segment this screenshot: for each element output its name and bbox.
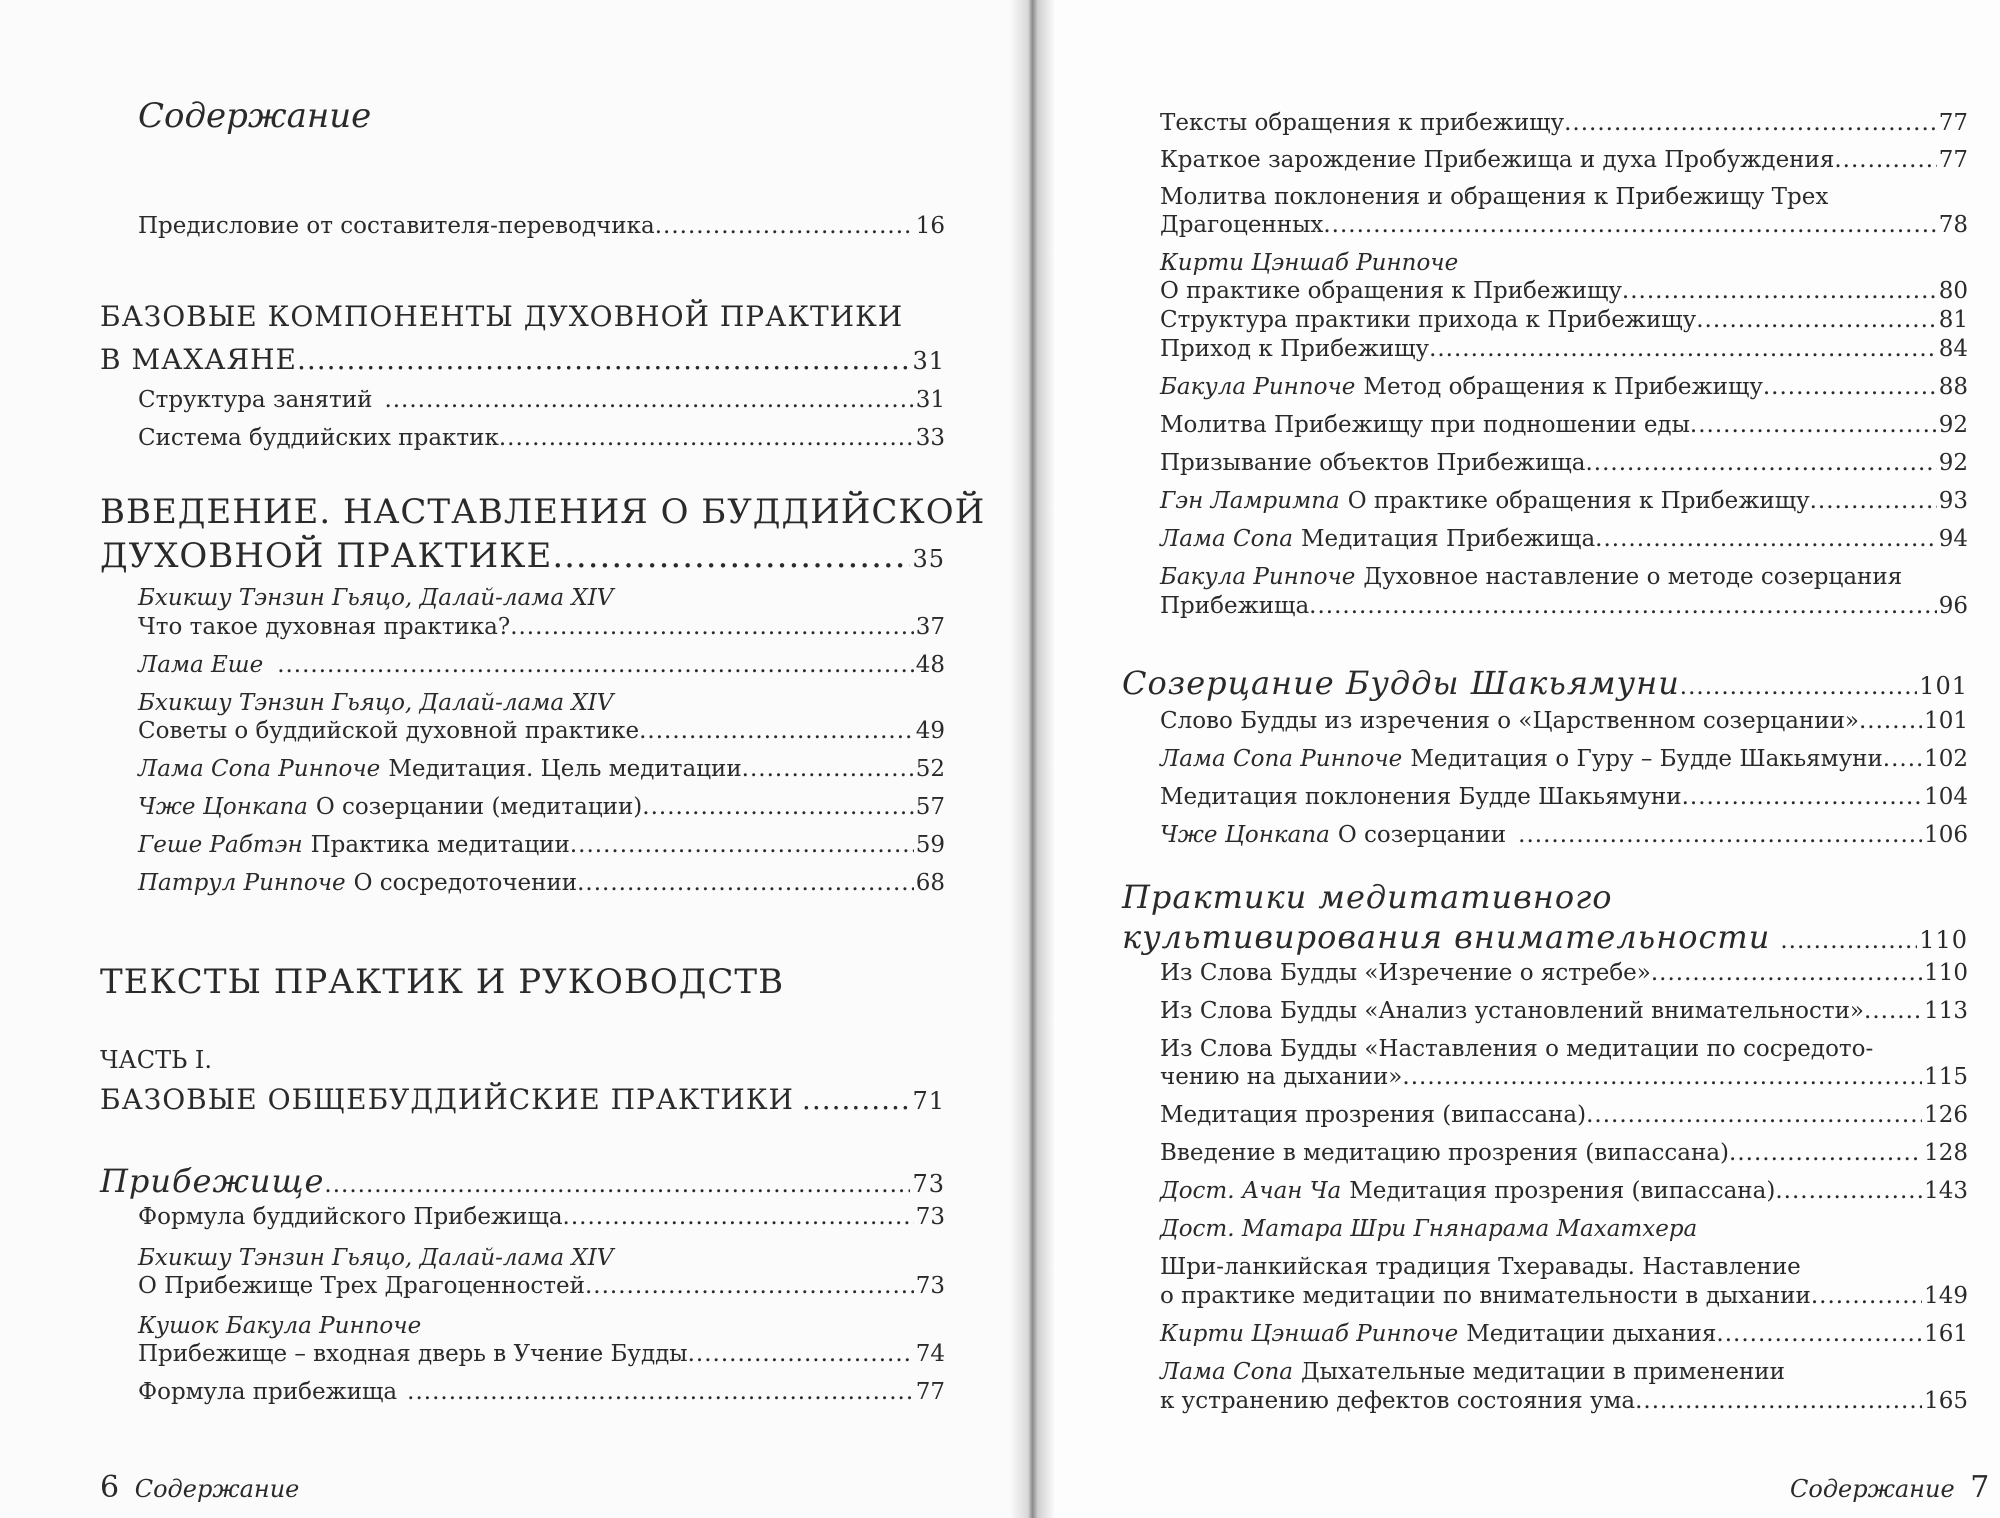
toc-entry-hawk[interactable] — [1160, 958, 1968, 988]
toc-entry-three-jewels[interactable] — [138, 1271, 945, 1301]
page-number: 31 — [915, 387, 945, 413]
page-number: 78 — [1938, 212, 1968, 238]
prayer-line1: Молитва поклонения и обращения к Прибежищу Трех — [1160, 184, 1829, 210]
toc-entry-what-is[interactable] — [138, 612, 945, 642]
toc-entry-analysis[interactable] — [1160, 996, 1968, 1026]
toc-entry-system[interactable] — [138, 423, 945, 453]
page-number: 101 — [1919, 672, 1968, 700]
leader-dots — [499, 423, 914, 453]
toc-entry-rabten[interactable] — [138, 830, 945, 860]
leader-dots — [1635, 1386, 1922, 1416]
entry-text: БАЗОВЫЕ ОБЩЕБУДДИЙСКИЕ ПРАКТИКИ — [100, 1083, 794, 1116]
page-number: 92 — [1938, 412, 1968, 438]
author-dalai-lama: Бхикшу Тэнзин Гьяцо, Далай-лама XIV — [138, 1245, 614, 1271]
leader-dots — [1682, 782, 1923, 812]
page-number: 52 — [915, 756, 945, 782]
leader-dots — [1586, 1100, 1922, 1130]
page-number: 126 — [1924, 1102, 1968, 1128]
part-label: ЧАСТЬ I. — [100, 1046, 213, 1074]
page-number: 161 — [1924, 1321, 1968, 1347]
toc-entry-breath[interactable] — [1160, 1062, 1968, 1092]
page-number: 68 — [915, 870, 945, 896]
leader-dots — [1696, 305, 1937, 335]
toc-entry-tsongkhapa[interactable] — [138, 792, 945, 822]
page-number: 77 — [915, 1379, 945, 1405]
author-matara: Дост. Матара Шри Гнянарама Махатхера — [1160, 1216, 1698, 1242]
entry-author: Чже Цонкапа — [1160, 822, 1330, 848]
toc-entry-tsongkhapa-2[interactable] — [1160, 820, 1968, 850]
entry-text: О сосредоточении — [353, 870, 578, 896]
page-number: 106 — [1924, 822, 1968, 848]
entry-author: Чже Цонкапа — [138, 794, 308, 820]
entry-author: Лама Сопа — [1160, 1359, 1293, 1385]
toc-heading-part-one[interactable] — [100, 1083, 945, 1116]
toc-entry-zopa-refuge[interactable] — [1160, 524, 1968, 554]
leader-dots — [1834, 145, 1936, 175]
entry-text: Драгоценных — [1160, 212, 1324, 238]
entry-text: Структура практики прихода к Прибежищу — [1160, 307, 1697, 333]
entry-text: Приход к Прибежищу — [1160, 336, 1430, 362]
leader-dots — [1680, 674, 1917, 700]
leader-dots — [1864, 996, 1922, 1026]
leader-dots — [742, 754, 914, 784]
leader-dots — [655, 211, 914, 241]
toc-entry-achaan[interactable] — [1160, 1176, 1968, 1206]
page-number: 93 — [1938, 488, 1968, 514]
entry-author: Лама Сопа — [1160, 526, 1293, 552]
page-number: 104 — [1924, 784, 1968, 810]
toc-entry-vipassana[interactable] — [1160, 1100, 1968, 1130]
page-number: 33 — [915, 425, 945, 451]
entry-text: чению на дыхании» — [1160, 1064, 1403, 1090]
leader-dots — [642, 792, 913, 822]
entry-text: Слово Будды из изречения о «Царственном созерцании» — [1160, 708, 1859, 734]
toc-entry-preface[interactable] — [138, 211, 945, 241]
author-dalai-lama: Бхикшу Тэнзин Гьяцо, Далай-лама XIV — [138, 585, 614, 611]
page-number: 37 — [915, 614, 945, 640]
entry-text: Дыхательные медитации в применении — [1300, 1359, 1785, 1385]
entry-text: ДУХОВНОЙ ПРАКТИКЕ — [100, 536, 553, 576]
leader-dots — [1810, 486, 1937, 516]
page-number: 88 — [1938, 374, 1968, 400]
leader-dots — [1859, 706, 1922, 736]
entry-text: Медитация поклонения Будде Шакьямуни — [1160, 784, 1682, 810]
page-number: 84 — [1938, 336, 1968, 362]
entry-author: Кирти Цэншаб Ринпоче — [1160, 1321, 1459, 1347]
entry-author: Лама Еше — [138, 652, 264, 678]
page-number: 113 — [1924, 998, 1968, 1024]
toc-entry-bakula-method[interactable] — [1160, 372, 1968, 402]
entry-text: Краткое зарождение Прибежища и духа Пробуждения — [1160, 147, 1835, 173]
entry-author: Патрул Ринпоче — [138, 870, 346, 896]
entry-text: Созерцание Будды Шакьямуни — [1122, 664, 1680, 702]
entry-text: Предисловие от составителя-переводчика — [138, 213, 655, 239]
entry-text: Прибежище – входная дверь в Учение Будды — [138, 1341, 688, 1367]
page-number: 80 — [1938, 278, 1968, 304]
page-number: 96 — [1938, 593, 1968, 619]
leader-dots — [1323, 210, 1936, 240]
page-number: 74 — [915, 1341, 945, 1367]
leader-dots — [585, 1271, 914, 1301]
entry-text: Молитва Прибежищу при подношении еды — [1160, 412, 1690, 438]
entry-text: Практика медитации — [310, 832, 570, 858]
page-footer-left — [100, 1470, 299, 1505]
leader-dots — [639, 716, 914, 746]
leader-dots — [407, 1377, 914, 1407]
toc-title: Содержание — [138, 96, 372, 136]
entry-text: Медитации дыхания — [1466, 1321, 1717, 1347]
toc-section-mindfulness[interactable] — [1122, 918, 1968, 956]
page-number: 49 — [915, 718, 945, 744]
entry-text: Советы о буддийской духовной практике — [138, 718, 640, 744]
author-dalai-lama: Бхикшу Тэнзин Гьяцо, Далай-лама XIV — [138, 690, 614, 716]
leader-dots — [1775, 1176, 1922, 1206]
toc-entry-zopa-guru[interactable] — [1160, 744, 1968, 774]
leader-dots — [277, 650, 914, 680]
toc-entry-srilanka[interactable] — [1160, 1281, 1968, 1311]
page-number: 59 — [915, 832, 945, 858]
entry-text: В МАХАЯНЕ — [100, 343, 297, 376]
leader-dots — [552, 536, 910, 576]
toc-entry-door[interactable] — [138, 1339, 945, 1369]
page-footer-right — [1790, 1470, 1989, 1505]
leader-dots — [1622, 276, 1937, 306]
entry-text: Призывание объектов Прибежища — [1160, 450, 1586, 476]
bakula-instruction-line1 — [1160, 562, 1902, 592]
entry-text: Формула прибежища — [138, 1379, 398, 1405]
entry-author: Геше Рабтэн — [138, 832, 303, 858]
toc-entry-structure-practice[interactable] — [1160, 305, 1968, 335]
leader-dots — [1651, 958, 1922, 988]
leader-dots — [510, 612, 914, 642]
running-head: Содержание — [1790, 1475, 1955, 1503]
toc-entry-intro-vipassana[interactable] — [1160, 1138, 1968, 1168]
toc-entry-prostration[interactable] — [1160, 782, 1968, 812]
page-number: 31 — [912, 347, 945, 375]
right-page — [1030, 0, 2000, 1518]
heading-basics-line1: БАЗОВЫЕ КОМПОНЕНТЫ ДУХОВНОЙ ПРАКТИКИ — [100, 300, 904, 333]
entry-text: О практике обращения к Прибежищу — [1160, 278, 1622, 304]
page-number: 48 — [915, 652, 945, 678]
toc-section-shakyamuni[interactable] — [1122, 664, 1968, 702]
page-number: 16 — [915, 213, 945, 239]
entry-text: О созерцании — [1337, 822, 1507, 848]
entry-text: О созерцании (медитации) — [315, 794, 643, 820]
page-number: 102 — [1924, 746, 1968, 772]
toc-entry-lamrimpa[interactable] — [1160, 486, 1968, 516]
book-spine-shadow — [1010, 0, 1055, 1518]
page-number: 35 — [912, 545, 945, 573]
page-number: 128 — [1924, 1140, 1968, 1166]
toc-heading-basics[interactable] — [100, 343, 945, 376]
entry-text: Формула буддийского Прибежища — [138, 1204, 563, 1230]
entry-author: Дост. Ачан Ча — [1160, 1178, 1342, 1204]
entry-text: Тексты обращения к прибежищу — [1160, 110, 1565, 136]
zopa-breath-line1 — [1160, 1357, 1785, 1387]
toc-heading-intro[interactable] — [100, 536, 945, 576]
toc-entry-texts-refuge[interactable] — [1160, 108, 1968, 138]
breath-line1: Из Слова Будды «Наставления о медитации по сосредото- — [1160, 1036, 1874, 1062]
page-number-footer: 6 — [100, 1470, 120, 1505]
heading-texts: ТЕКСТЫ ПРАКТИК И РУКОВОДСТВ — [100, 962, 785, 1002]
author-kirti: Кирти Цэншаб Ринпоче — [1160, 250, 1459, 276]
toc-entry-about-practice[interactable] — [1160, 276, 1968, 306]
leader-dots — [1716, 1319, 1922, 1349]
page-number: 165 — [1924, 1388, 1968, 1414]
toc-entry-kirti-breath[interactable] — [1160, 1319, 1968, 1349]
toc-entry-prayer[interactable] — [1160, 210, 1968, 240]
entry-text: Медитация о Гуру – Будде Шакьямуни — [1410, 746, 1883, 772]
entry-text: Из Слова Будды «Анализ установлений внимательности» — [1160, 998, 1865, 1024]
leader-dots — [1729, 1138, 1922, 1168]
entry-author: Бакула Ринпоче — [1160, 374, 1356, 400]
srilanka-line1: Шри-ланкийская традиция Тхеравады. Наставление — [1160, 1254, 1801, 1280]
entry-text: Введение в медитацию прозрения (випассана) — [1160, 1140, 1730, 1166]
page-number: 101 — [1924, 708, 1968, 734]
toc-entry-zopa-breath[interactable] — [1160, 1386, 1968, 1416]
entry-author: Бакула Ринпоче — [1160, 564, 1356, 590]
leader-dots — [384, 385, 913, 415]
entry-text: Система буддийских практик — [138, 425, 499, 451]
leader-dots — [324, 1172, 910, 1198]
page-number: 149 — [1924, 1283, 1968, 1309]
page-number: 115 — [1924, 1064, 1968, 1090]
entry-text: к устранению дефектов состояния ума — [1160, 1388, 1636, 1414]
entry-text: о практике медитации по внимательности в дыхании — [1160, 1283, 1811, 1309]
page-number: 71 — [912, 1087, 945, 1115]
page-number: 73 — [912, 1170, 945, 1198]
page-number: 77 — [1938, 110, 1968, 136]
heading-mindfulness-line1: Практики медитативного — [1122, 878, 1613, 916]
page-number: 94 — [1938, 526, 1968, 552]
toc-entry-patrul[interactable] — [138, 868, 945, 898]
entry-text: Медитация. Цель медитации — [388, 756, 742, 782]
toc-entry-coming[interactable] — [1160, 334, 1968, 364]
entry-text: Из Слова Будды «Изречение о ястребе» — [1160, 960, 1651, 986]
page-number: 110 — [1924, 960, 1968, 986]
leader-dots — [1429, 334, 1937, 364]
leader-dots — [1690, 410, 1937, 440]
toc-entry-advice[interactable] — [138, 716, 945, 746]
entry-text: Духовное наставление о методе созерцания — [1363, 564, 1903, 590]
entry-author: Лама Сопа Ринпоче — [1160, 746, 1403, 772]
leader-dots — [1595, 524, 1937, 554]
leader-dots — [297, 343, 910, 376]
toc-entry-food-prayer[interactable] — [1160, 410, 1968, 440]
leader-dots — [1564, 108, 1937, 138]
entry-text: О Прибежище Трех Драгоценностей — [138, 1273, 585, 1299]
running-head: Содержание — [134, 1475, 300, 1503]
leader-dots — [688, 1339, 914, 1369]
leader-dots — [1402, 1062, 1922, 1092]
leader-dots — [1763, 372, 1937, 402]
entry-text: Медитация прозрения (випассана) — [1160, 1102, 1587, 1128]
toc-entry-bakula-instruction[interactable] — [1160, 591, 1968, 621]
page-number: 73 — [915, 1204, 945, 1230]
entry-text: Метод обращения к Прибежищу — [1363, 374, 1763, 400]
entry-author: Гэн Ламримпа — [1160, 488, 1340, 514]
toc-entry-word-buddha[interactable] — [1160, 706, 1968, 736]
entry-text: О практике обращения к Прибежищу — [1347, 488, 1810, 514]
entry-text: Прибежища — [1160, 593, 1310, 619]
author-bakula: Кушок Бакула Ринпоче — [138, 1313, 422, 1339]
page-number: 143 — [1924, 1178, 1968, 1204]
leader-dots — [1883, 744, 1922, 774]
entry-text: Структура занятий — [138, 387, 373, 413]
page-number-footer: 7 — [1970, 1470, 1990, 1505]
entry-text: Что такое духовная практика? — [138, 614, 511, 640]
heading-intro-line1: ВВЕДЕНИЕ. НАСТАВЛЕНИЯ О БУДДИЙСКОЙ — [100, 492, 986, 532]
entry-text: культивирования внимательности — [1122, 918, 1771, 956]
toc-entry-zopa-meditation[interactable] — [138, 754, 945, 784]
entry-text: Медитация прозрения (випассана) — [1349, 1178, 1776, 1204]
toc-entry-refuge-formula-2[interactable] — [138, 1377, 945, 1407]
toc-entry-lama-yeshe[interactable] — [138, 650, 945, 680]
page-number: 81 — [1938, 307, 1968, 333]
leader-dots — [1518, 820, 1922, 850]
page-number: 110 — [1919, 926, 1968, 954]
leader-dots — [570, 830, 914, 860]
entry-text: Прибежище — [100, 1162, 325, 1200]
entry-author: Лама Сопа Ринпоче — [138, 756, 381, 782]
leader-dots — [802, 1083, 911, 1116]
leader-dots — [563, 1202, 914, 1232]
page-number: 92 — [1938, 450, 1968, 476]
toc-entry-summoning[interactable] — [1160, 448, 1968, 478]
page-number: 73 — [915, 1273, 945, 1299]
toc-entry-refuge-formula[interactable] — [138, 1202, 945, 1232]
toc-entry-brief-refuge[interactable] — [1160, 145, 1968, 175]
leader-dots — [577, 868, 914, 898]
toc-entry-structure[interactable] — [138, 385, 945, 415]
toc-section-refuge[interactable] — [100, 1162, 945, 1200]
leader-dots — [1586, 448, 1937, 478]
entry-text: Медитация Прибежища — [1300, 526, 1596, 552]
page-number: 77 — [1938, 147, 1968, 173]
leader-dots — [1811, 1281, 1922, 1311]
leader-dots — [1780, 928, 1917, 954]
leader-dots — [1309, 591, 1937, 621]
page-number: 57 — [915, 794, 945, 820]
